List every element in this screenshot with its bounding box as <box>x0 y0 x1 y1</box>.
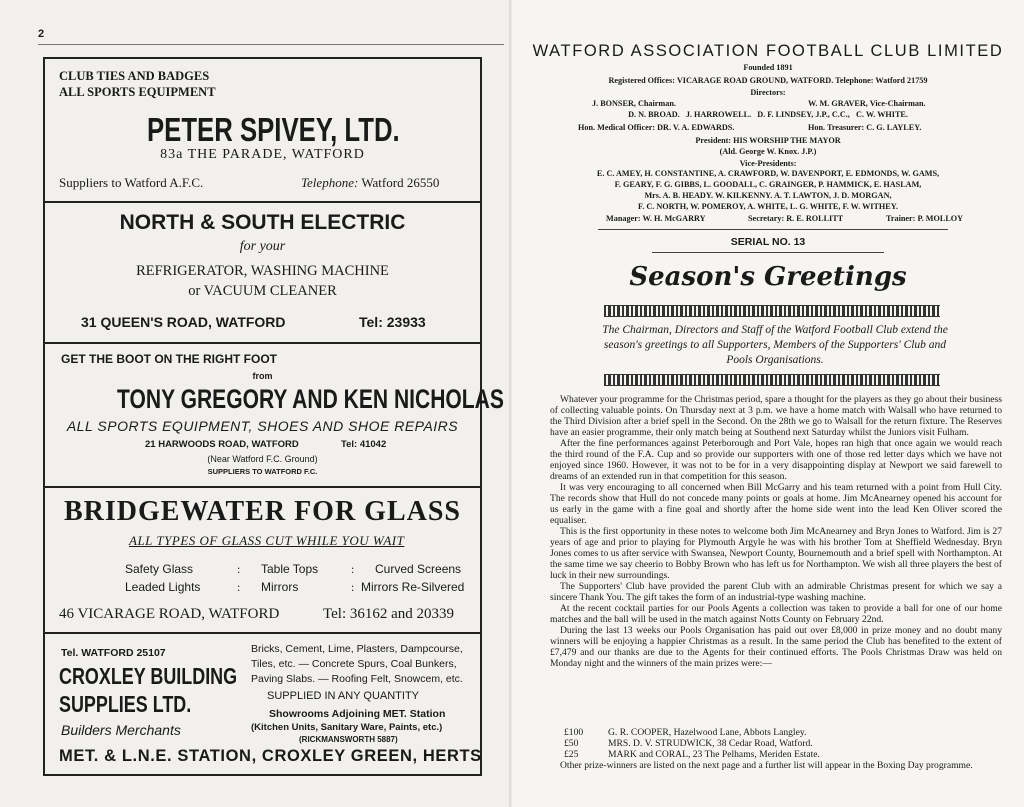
croxley-tel: Tel. WATFORD 25107 <box>61 647 166 659</box>
prize-amount: £50 <box>564 738 579 749</box>
spivey-line1: CLUB TIES AND BADGES <box>59 69 210 83</box>
prize-winner: MRS. D. V. STRUDWICK, 38 Cedar Road, Watford. <box>608 738 813 749</box>
spivey-telephone-number: Watford 26550 <box>361 175 440 190</box>
spivey-suppliers: Suppliers to Watford A.F.C. <box>59 175 204 190</box>
glass-sep: : <box>351 562 355 576</box>
spivey-line2: ALL SPORTS EQUIPMENT <box>59 85 216 99</box>
boot-services: ALL SPORTS EQUIPMENT, SHOES AND SHOE REPAIRS <box>66 418 459 434</box>
electric-line2: or VACUUM CLEANER <box>188 283 337 299</box>
closing-paragraph: Other prize-winners are listed on the next page and a further list will appear in the Boxing Day programme. <box>560 760 973 771</box>
medical-officer: Hon. Medical Officer: DR. V. A. EDWARDS. <box>578 123 735 132</box>
prize-row <box>564 738 813 749</box>
greeting-intro: The Chairman, Directors and Staff of the Watford Football Club extend the season's greetings to all Supporters, Members of the Supporters' Club and Pools Organisations. <box>602 324 948 366</box>
croxley-showrooms: Showrooms Adjoining MET. Station <box>269 708 446 720</box>
ornament-border-top <box>604 305 940 317</box>
glass-sep: : <box>351 580 355 594</box>
trainer: Trainer: P. MOLLOY <box>886 214 964 223</box>
vice-presidents-line: F. GEARY, F. G. GIBBS, L. GOODALL, C. GRAINGER, P. HAMMICK, E. HASLAM, <box>614 180 922 189</box>
ad-north-south-electric <box>45 203 480 341</box>
treasurer: Hon. Treasurer: C. G. LAYLEY. <box>808 123 922 132</box>
registered-offices: Registered Offices: VICARAGE ROAD GROUND, WATFORD. Telephone: Watford 21759 <box>608 76 928 85</box>
spivey-address: 83a THE PARADE, WATFORD <box>160 147 365 162</box>
glass-address: 46 VICARAGE ROAD, WATFORD <box>59 606 280 622</box>
prize-amount: £100 <box>564 727 584 738</box>
prize-row <box>564 749 820 760</box>
page-number: 2 <box>38 28 45 40</box>
vice-presidents-line: Mrs. A. B. HEADY. W. KILKENNY. A. T. LAWTON, J. D. MORGAN, <box>644 191 892 200</box>
glass-item: Leaded Lights <box>125 580 201 594</box>
right-page <box>512 0 1024 807</box>
croxley-merchants: Builders Merchants <box>61 722 181 738</box>
glass-tel: Tel: 36162 and 20339 <box>323 606 455 622</box>
glass-item: Mirrors Re-Silvered <box>361 580 465 594</box>
boot-name: TONY GREGORY AND KEN NICHOLAS <box>117 384 504 414</box>
glass-tagline: ALL TYPES OF GLASS CUT WHILE YOU WAIT <box>129 533 405 548</box>
club-founded: Founded 1891 <box>743 63 793 72</box>
electric-name: NORTH & SOUTH ELECTRIC <box>119 211 406 234</box>
director-vice-chairman: W. M. GRAVER, Vice-Chairman. <box>808 99 926 108</box>
ad-croxley-building <box>45 634 480 774</box>
notes-paragraph: During the last 13 weeks our Pools Organisation has paid out over £8,000 in prize money and no doubt many winners will be enjoying a happier Christmas as a result. In the same period the Club has benefited to the extent of £7,479 and our thanks are due to the Agents for their continued efforts. The Pools Christmas Draw was held on Monday night and the winners of the main prizes were:— <box>550 625 1002 669</box>
vice-presidents-label: Vice-Presidents: <box>739 159 797 168</box>
ornament-border-bottom <box>604 374 940 386</box>
boot-from: from <box>252 371 273 381</box>
notes-paragraph: The Supporters' Club have provided the parent Club with an admirable Christmas present for which we say a sincere Thank You. The gift takes the form of an industrial-type washing machine. <box>550 581 1002 603</box>
croxley-name2: SUPPLIES LTD. <box>59 691 192 717</box>
prize-row <box>564 727 806 738</box>
directors-label: Directors: <box>750 88 786 97</box>
croxley-kitchen: (Kitchen Units, Sanitary Ware, Paints, etc.) <box>251 722 443 733</box>
vice-presidents-line: F. C. NORTH, W. POMEROY, A. WHITE, L. G. WHITE, F. W. WITHEY. <box>638 202 898 211</box>
boot-headline: GET THE BOOT ON THE RIGHT FOOT <box>61 352 277 366</box>
president: President: HIS WORSHIP THE MAYOR <box>695 136 841 145</box>
glass-sep: : <box>237 562 241 576</box>
spivey-telephone <box>301 175 439 191</box>
glass-item: Table Tops <box>261 562 319 576</box>
glass-name: BRIDGEWATER FOR GLASS <box>63 496 461 527</box>
manager: Manager: W. H. McGARRY <box>606 214 706 223</box>
electric-for-your: for your <box>239 239 286 254</box>
notes-paragraph: It was very encouraging to all concerned when Bill McGarry and his team returned with a point from Hull City. The records show that Hull do not concede many points or goals at home. Jim McAnearney opened his account for us early in the game with a fine goal and shortly after the home side went into the lead Ken Oliver scored the equaliser. <box>550 482 1002 526</box>
top-rule <box>38 44 504 45</box>
notes-paragraph: At the recent cocktail parties for our Pools Agents a collection was taken to provide a ball for one of our home matches and the ball will be used in the match against Notts County on February 22nd. <box>550 603 1002 625</box>
notes-paragraph: This is the first opportunity in these notes to welcome both Jim McAnearney and Bryn Jones to Watford. Jim is 27 years of age and prior to playing for Plymouth Argyle he was with his brother Tom at Sheffield Wednesday. Bryn Jones comes to us after service with Swansea, Newport County, Bournemouth and a brief spell with Northampton. At the same time we say cheerio to Bobby Brown who has left us for Northampton. We wish all three players the best of luck in their new surroundings. <box>550 526 1002 581</box>
croxley-name1: CROXLEY BUILDING <box>59 663 238 689</box>
boot-near: (Near Watford F.C. Ground) <box>207 454 318 464</box>
directors-row2: D. N. BROAD. J. HARROWELL. D. F. LINDSEY, J.P., C.C., C. W. WHITE. <box>628 110 908 119</box>
electric-address: 31 QUEEN'S ROAD, WATFORD <box>81 314 286 330</box>
croxley-goods2: Tiles, etc. — Concrete Spurs, Coal Bunkers, <box>251 658 457 670</box>
boot-tel: Tel: 41042 <box>341 439 387 450</box>
seasons-greetings-title: Season's Greetings <box>629 262 907 292</box>
croxley-goods3: Paving Slabs. — Roofing Felt, Snowcem, etc. <box>251 673 463 685</box>
serial-number: SERIAL NO. 13 <box>730 236 806 248</box>
president-name: (Ald. George W. Knox. J.P.) <box>719 147 817 156</box>
electric-tel: Tel: 23933 <box>359 314 426 330</box>
vice-presidents-line: E. C. AMEY, H. CONSTANTINE, A. CRAWFORD, W. DAVENPORT, E. EDMONDS, W. GAMS, <box>596 169 940 178</box>
closing-note <box>550 760 1002 771</box>
notes-paragraph: Whatever your programme for the Christmas period, spare a thought for the players as they go about their business of collecting valuable points. On Thursday next at 3 p.m. we have a home match with Walsall who have returned to the Third Division after a brief spell in the Second. On the 28th we go to Walsall for the return fixture. The Reserves have an easier programme, their only match being at Southend next Saturday whilst the Juniors visit Fulham. <box>550 394 1002 438</box>
serial-rule <box>652 252 884 253</box>
secretary: Secretary: R. E. ROLLITT <box>748 214 844 223</box>
director-chairman: J. BONSER, Chairman. <box>592 99 676 108</box>
electric-line1: REFRIGERATOR, WASHING MACHINE <box>136 263 389 279</box>
croxley-station: MET. & L.N.E. STATION, CROXLEY GREEN, HERTS <box>59 747 482 765</box>
croxley-supplied: SUPPLIED IN ANY QUANTITY <box>267 690 420 702</box>
glass-sep: : <box>237 580 241 594</box>
header-rule <box>598 229 948 230</box>
ad-bridgewater-glass <box>45 488 480 631</box>
prize-amount: £25 <box>564 749 579 760</box>
croxley-rickmansworth: (RICKMANSWORTH 5887) <box>299 735 398 744</box>
prize-winner: G. R. COOPER, Hazelwood Lane, Abbots Langley. <box>608 727 807 738</box>
ad-peter-spivey <box>45 59 480 201</box>
ad-tony-gregory <box>45 344 504 484</box>
spivey-telephone-label: Telephone: <box>301 175 359 190</box>
advertisements-box <box>43 57 504 776</box>
glass-item: Curved Screens <box>375 562 462 576</box>
boot-address: 21 HARWOODS ROAD, WATFORD <box>145 439 299 450</box>
glass-item: Safety Glass <box>125 562 194 576</box>
club-title: WATFORD ASSOCIATION FOOTBALL CLUB LIMITED <box>532 42 1004 60</box>
glass-item: Mirrors <box>261 580 299 594</box>
boot-suppliers: SUPPLIERS TO WATFORD F.C. <box>207 467 318 476</box>
prize-winner: MARK and CORAL, 23 The Pelhams, Meriden Estate. <box>608 749 820 760</box>
spivey-name: PETER SPIVEY, LTD. <box>147 111 400 148</box>
croxley-goods1: Bricks, Cement, Lime, Plasters, Dampcourse, <box>251 643 463 655</box>
notes-body <box>550 394 1002 669</box>
notes-paragraph: After the fine performances against Peterborough and Port Vale, hopes ran high that once again we would reach the third round of the F.A. Cup and so provide our supporters with one of those red letter days which we have not enjoyed since 1960. However, it was not to be for in a very disappointing display at Newport we said farewell to dreams of an extended run in that competition for this season. <box>550 438 1002 482</box>
